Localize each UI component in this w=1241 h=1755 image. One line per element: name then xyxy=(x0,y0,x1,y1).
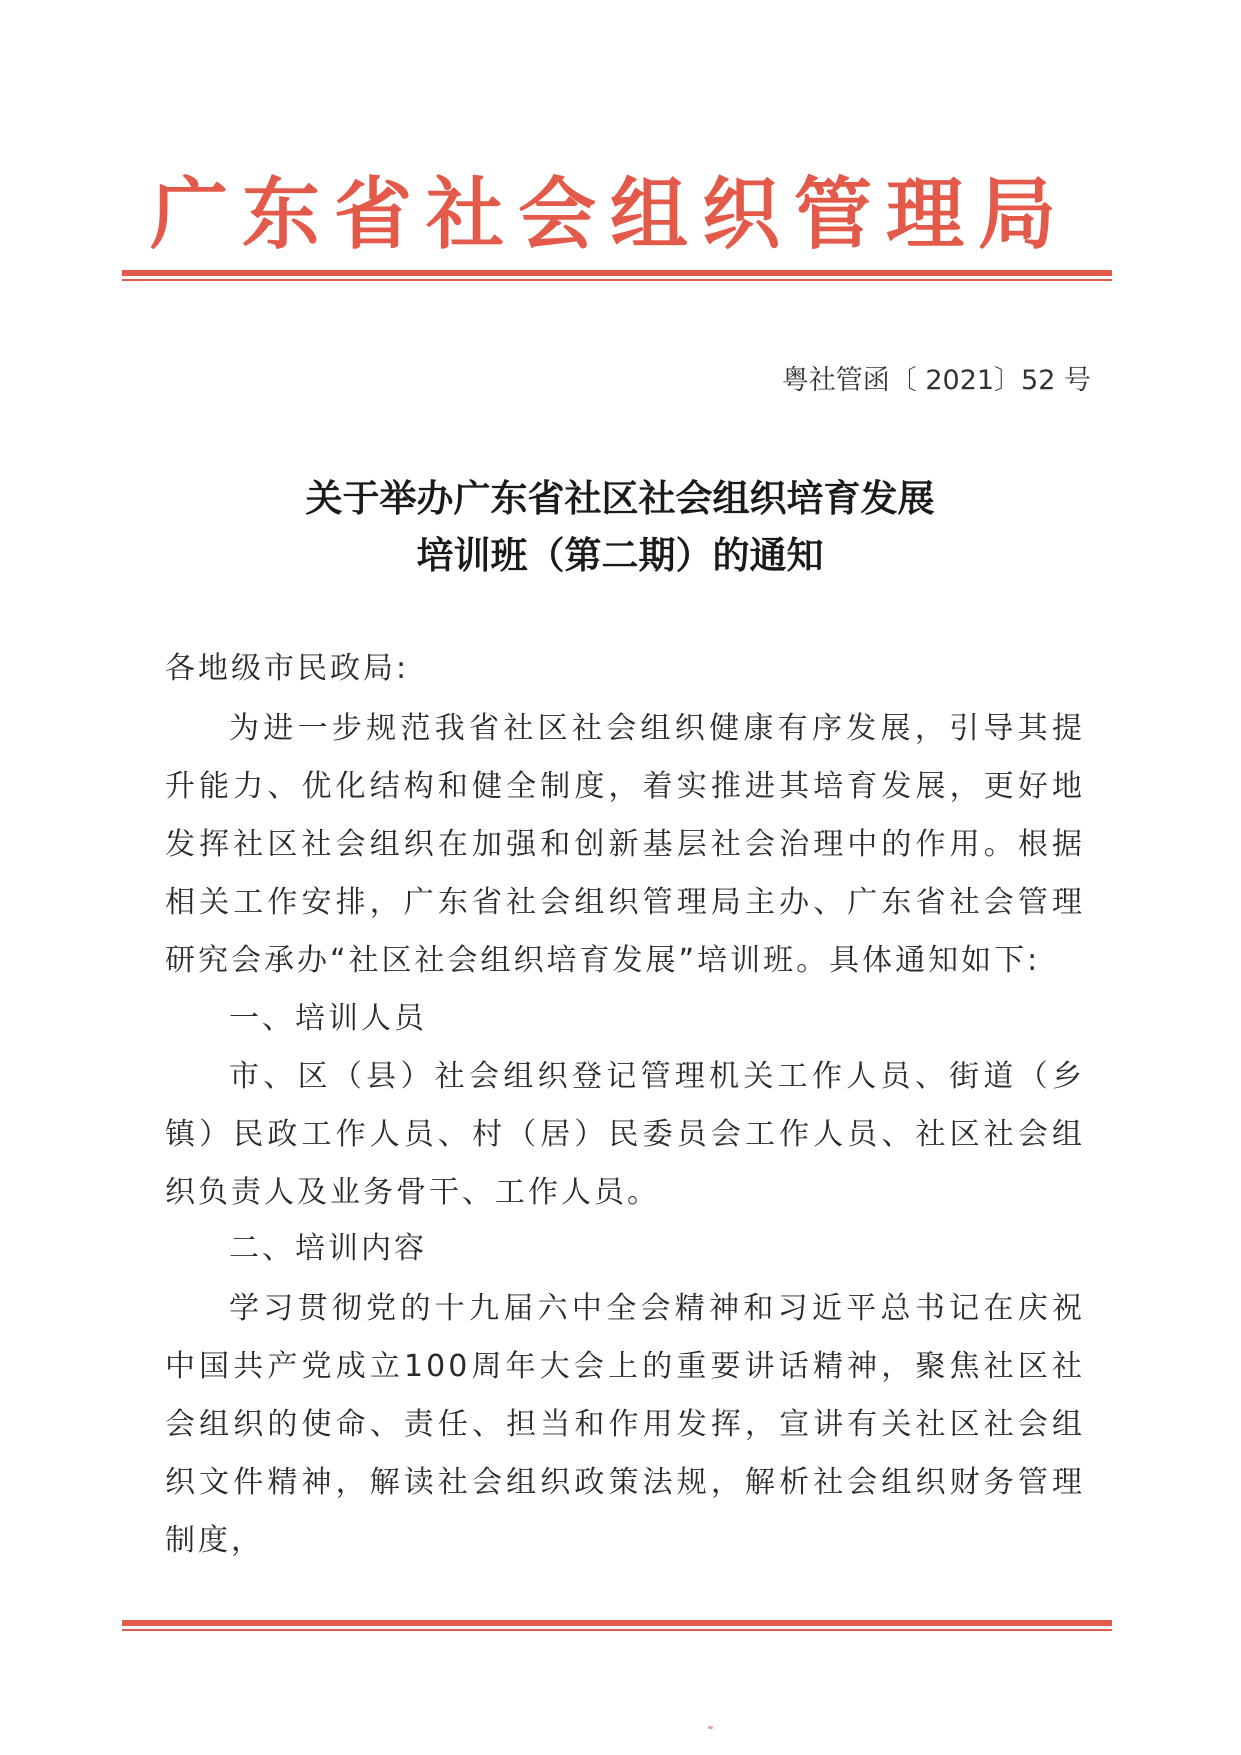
footer-divider xyxy=(122,1620,1112,1631)
intro-paragraph: 为进一步规范我省社区社会组织健康有序发展，引导其提升能力、优化结构和健全制度，着实推进其培育发展，更好地发挥社区社会组织在加强和创新基层社会治理中的作用。根据相关工作安排，广东省社会组织管理局主办、广东省社会管理研究会承办“社区社会组织培育发展”培训班。具体通知如下: xyxy=(165,711,1085,978)
document-number: 粤社管函〔 2021〕52 号 xyxy=(781,365,1091,396)
issuer-header: 广东省社会组织管理局 xyxy=(150,169,1071,260)
scan-mark xyxy=(708,1726,713,1729)
section1-heading: 一、培训人员 xyxy=(229,1001,427,1036)
document-title-line2: 培训班（第二期）的通知 xyxy=(416,533,824,577)
section2-heading: 二、培训内容 xyxy=(229,1231,427,1266)
header-divider xyxy=(122,270,1112,281)
salutation: 各地级市民政局: xyxy=(165,651,410,686)
section1-paragraph: 市、区（县）社会组织登记管理机关工作人员、街道（乡镇）民政工作人员、村（居）民委员会工作人员、社区社会组织负责人及业务骨干、工作人员。 xyxy=(165,1059,1085,1210)
section2-paragraph: 学习贯彻党的十九届六中全会精神和习近平总书记在庆祝中国共产党成立100周年大会上的重要讲话精神，聚焦社区社会组织的使命、责任、担当和作用发挥，宣讲有关社区社会组织文件精神，解读社会组织政策法规，解析社会组织财务管理制度， xyxy=(165,1291,1085,1558)
document-title-line1: 关于举办广东省社区社会组织培育发展 xyxy=(305,476,935,520)
